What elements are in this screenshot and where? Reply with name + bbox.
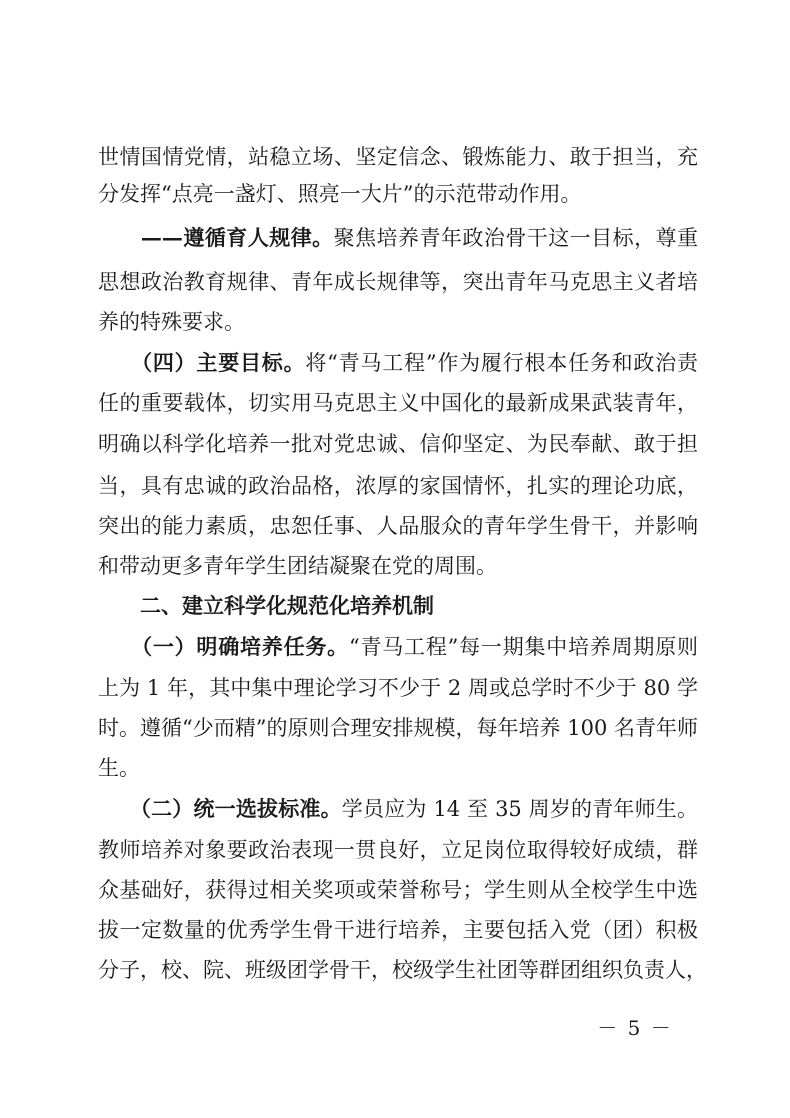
text-line: 教师培养对象要政治表现一贯良好，立足岗位取得较好成绩，群 xyxy=(98,838,698,862)
text-span: “青马工程”每一期集中培养周期原则 xyxy=(348,635,698,659)
text-line: 当，具有忠诚的政治品格，浓厚的家国情怀，扎实的理论功底， xyxy=(98,474,698,498)
text-span: 将“青马工程”作为履行根本任务和政治责 xyxy=(305,351,698,375)
text-line xyxy=(98,347,698,379)
text-line xyxy=(98,793,698,825)
text-line xyxy=(98,222,698,254)
text-line: 突出的能力素质，忠恕任事、人品服众的青年学生骨干，并影响 xyxy=(98,514,698,538)
text-line: 和带动更多青年学生团结凝聚在党的周围。 xyxy=(98,554,497,578)
text-line: 养的特殊要求。 xyxy=(98,310,245,334)
text-line xyxy=(98,631,698,663)
text-line: 拔一定数量的优秀学生骨干进行培养，主要包括入党（团）积极 xyxy=(98,918,698,942)
text-line: 世情国情党情，站稳立场、坚定信念、锻炼能力、敢于担当，充 xyxy=(98,145,698,169)
section-heading: 二、建立科学化规范化培养机制 xyxy=(98,593,434,618)
text-line: 任的重要载体，切实用马克思主义中国化的最新成果武装青年， xyxy=(98,391,698,415)
text-line: 生。 xyxy=(98,756,140,780)
text-line: 上为 1 年，其中集中理论学习不少于 2 周或总学时不少于 80 学 xyxy=(98,676,698,700)
text-span: 聚焦培养青年政治骨干这一目标，尊重 xyxy=(333,226,699,250)
text-line: 思想政治教育规律、青年成长规律等，突出青年马克思主义者培 xyxy=(98,270,698,294)
text-line: 时。遵循“少而精”的原则合理安排规模，每年培养 100 名青年师 xyxy=(98,716,698,740)
text-line: 众基础好，获得过相关奖项或荣誉称号；学生则从全校学生中选 xyxy=(98,878,698,902)
page-number: － 5 － xyxy=(597,1016,673,1040)
heading-inline: （二）统一选拔标准。 xyxy=(98,796,342,821)
text-line: 分发挥“点亮一盏灯、照亮一大片”的示范带动作用。 xyxy=(98,182,582,206)
heading-inline: ——遵循育人规律。 xyxy=(98,225,334,250)
text-line: 分子，校、院、班级团学骨干，校级学生社团等群团组织负责人， xyxy=(98,958,707,982)
text-line: 明确以科学化培养一批对党忠诚、信仰坚定、为民奉献、敢于担 xyxy=(98,432,698,456)
heading-inline: （四）主要目标。 xyxy=(98,350,306,375)
text-span: 学员应为 14 至 35 周岁的青年师生。 xyxy=(341,797,698,821)
heading-inline: （一）明确培养任务。 xyxy=(98,634,349,659)
